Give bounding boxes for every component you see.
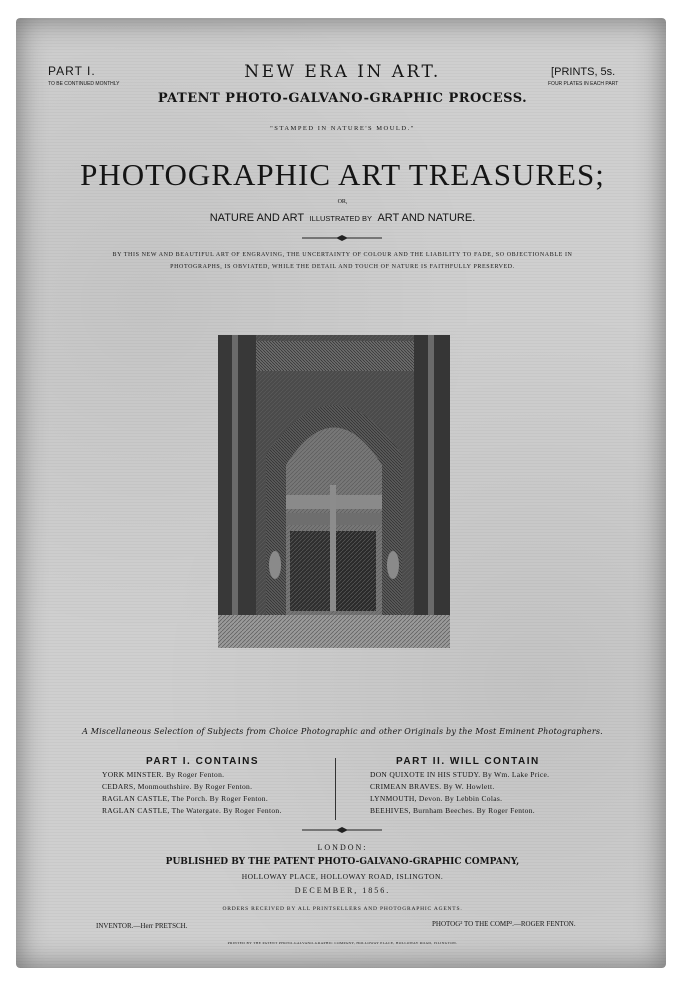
title-or: OR, <box>337 199 348 205</box>
part2-column <box>370 756 549 815</box>
printer-imprint: PRINTED BY THE PATENT PHOTO-GALVANO-GRAPHIC COMPANY, HOLLOWAY PLACE, HOLLOWAY ROAD, ISLINGTON. <box>227 941 458 945</box>
part1-item: YORK MINSTER. By Roger Fenton. <box>102 770 225 779</box>
header-new-era: NEW ERA IN ART. <box>244 62 441 82</box>
part2-item: DON QUIXOTE IN HIS STUDY. By Wm. Lake Price. <box>370 770 550 779</box>
publisher-name: PUBLISHED BY THE PATENT PHOTO-GALVANO-GRAPHIC COMPANY, <box>165 857 520 867</box>
column-divider <box>335 758 336 820</box>
publication-date: DECEMBER, 1856. <box>294 886 391 895</box>
inventor-credit: INVENTOR.—Herr PRETSCH. <box>96 922 188 930</box>
main-title: PHOTOGRAPHIC ART TREASURES; <box>80 157 605 192</box>
subtitle <box>0 212 685 224</box>
title-ornament-rule <box>302 234 382 242</box>
description-line-1: BY THIS NEW AND BEAUTIFUL ART OF ENGRAVING, THE UNCERTAINTY OF COLOUR AND THE LIABILITY TO FADE, SO OBJECTIONABLE IN <box>112 252 573 258</box>
subtitle-nature-and-art: NATURE AND ART <box>209 212 305 224</box>
part1-column <box>102 756 282 815</box>
header-patent-process: PATENT PHOTO-GALVANO-GRAPHIC PROCESS. <box>157 91 528 106</box>
photographer-credit: PHOTOG² TO THE COMP².—ROGER FENTON. <box>432 920 576 928</box>
cathedral-doorway-plate <box>218 335 450 648</box>
part-label: PART I. <box>48 64 96 78</box>
selection-line: A Miscellaneous Selection of Subjects from Choice Photographic and other Originals by the Most Eminent Photographers. <box>82 727 603 736</box>
contents-ornament-rule <box>302 826 382 834</box>
part2-item: BEEHIVES, Burnham Beeches. By Roger Fenton. <box>370 806 535 815</box>
part1-item: RAGLAN CASTLE, The Porch. By Roger Fenton. <box>102 794 268 803</box>
part1-item: CEDARS, Monmouthshire. By Roger Fenton. <box>102 782 253 791</box>
subtitle-art-and-nature: ART AND NATURE. <box>377 212 476 224</box>
subtitle-illustrated-by: ILLUSTRATED BY <box>309 214 372 223</box>
publisher-city: LONDON: <box>317 843 368 852</box>
publisher-address: HOLLOWAY PLACE, HOLLOWAY ROAD, ISLINGTON. <box>241 872 444 881</box>
prints-label: [PRINTS, 5s. <box>551 66 616 78</box>
part1-heading: PART I. CONTAINS <box>146 756 260 767</box>
part2-heading: PART II. WILL CONTAIN <box>396 756 540 767</box>
prints-note: FOUR PLATES IN EACH PART <box>548 81 619 87</box>
header-motto: "STAMPED IN NATURE'S MOULD." <box>270 125 415 132</box>
part1-item: RAGLAN CASTLE, The Watergate. By Roger Fenton. <box>102 806 282 815</box>
description-line-2: PHOTOGRAPHS, IS OBVIATED, WHILE THE DETAIL AND TOUCH OF NATURE IS FAITHFULLY PRESERVED. <box>170 264 515 270</box>
orders-note: ORDERS RECEIVED BY ALL PRINTSELLERS AND PHOTOGRAPHIC AGENTS. <box>222 906 463 912</box>
part2-item: CRIMEAN BRAVES. By W. Howlett. <box>370 782 495 791</box>
part-note: TO BE CONTINUED MONTHLY <box>48 81 120 87</box>
part2-item: LYNMOUTH, Devon. By Lebbin Colas. <box>370 794 503 803</box>
